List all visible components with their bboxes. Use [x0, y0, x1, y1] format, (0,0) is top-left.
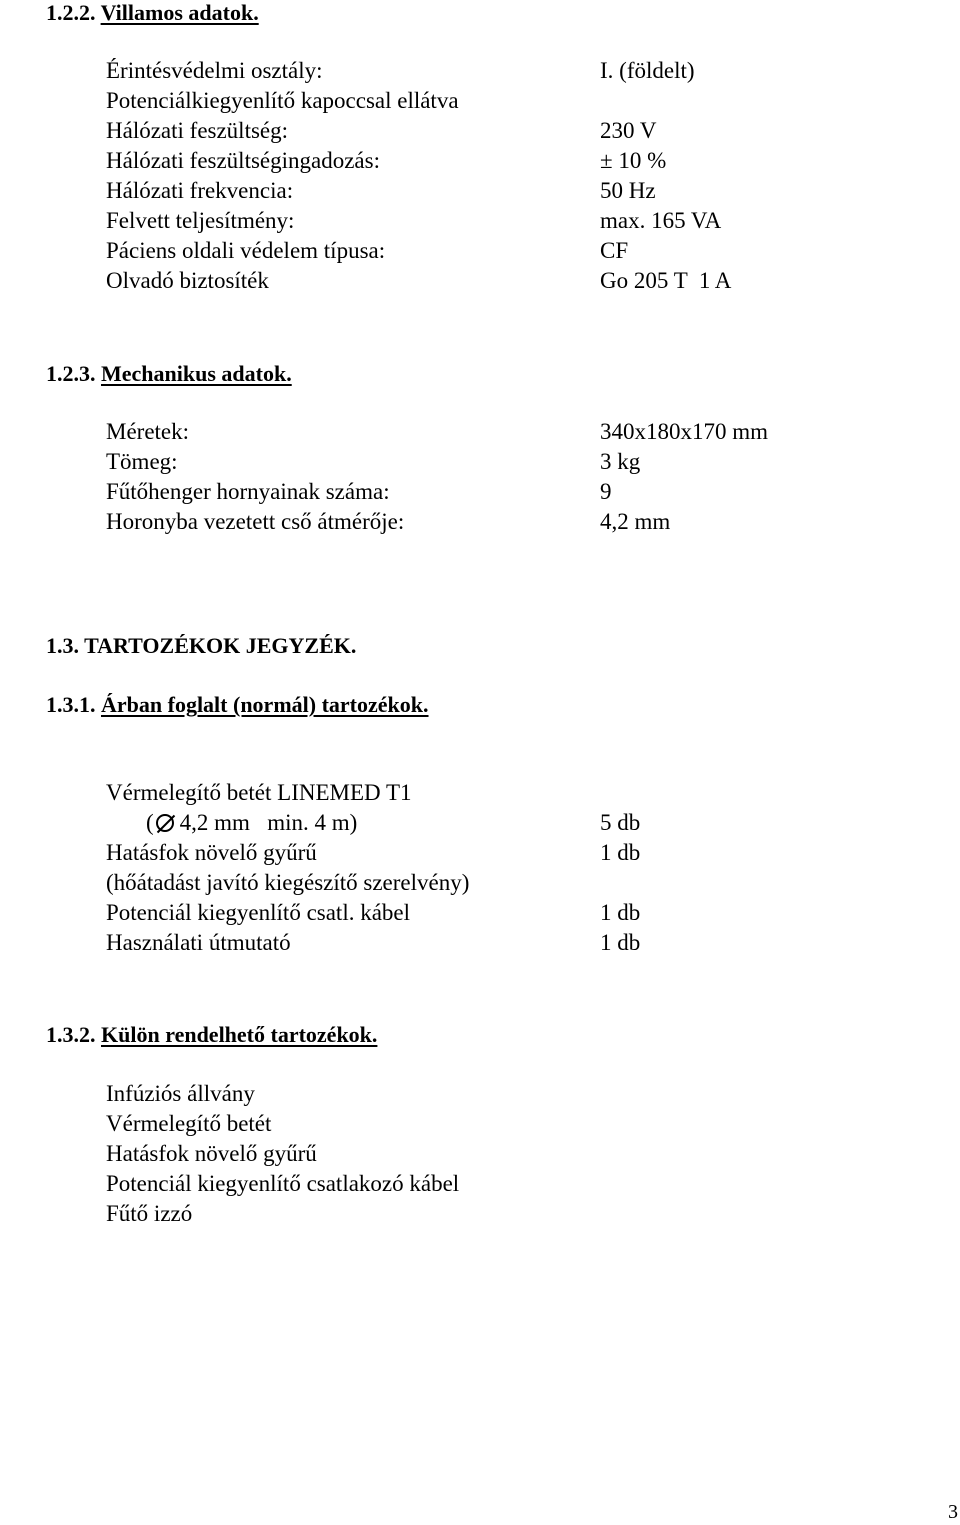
spec-row [106, 417, 906, 447]
spec-value: CF [600, 238, 629, 263]
accessory-label: Vérmelegítő betét LINEMED T1 [106, 780, 412, 805]
spec-row [106, 86, 906, 116]
section-number: 1.2.2. [46, 0, 96, 25]
spec-row [106, 116, 906, 146]
spec-value: Go 205 T 1 A [600, 268, 732, 293]
optional-item [106, 1109, 906, 1139]
spec-label: Érintésvédelmi osztály: [106, 58, 323, 83]
optional-item [106, 1139, 906, 1169]
accessory-row [106, 778, 906, 808]
accessory-row [106, 898, 906, 928]
spec-label: Hálózati feszültségingadozás: [106, 148, 380, 173]
spec-value: I. (földelt) [600, 58, 695, 83]
accessory-row [106, 868, 906, 898]
spec-value: 50 Hz [600, 178, 656, 203]
spec-row [106, 236, 906, 266]
section-heading-electrical [46, 0, 259, 26]
spec-row [106, 206, 906, 236]
section-heading-accessories [46, 633, 356, 659]
spec-value: 230 V [600, 118, 657, 143]
section-number: 1.3.1. [46, 692, 96, 717]
spec-label: Páciens oldali védelem típusa: [106, 238, 386, 263]
spec-row [106, 176, 906, 206]
accessory-qty: 1 db [600, 840, 641, 865]
spec-row [106, 447, 906, 477]
section-heading-standard-accessories [46, 692, 429, 718]
spec-value: max. 165 VA [600, 208, 722, 233]
accessory-label [146, 808, 357, 838]
section-title: Villamos adatok. [100, 0, 259, 25]
optional-item [106, 1169, 906, 1199]
section-number: 1.2.3. [46, 361, 96, 386]
accessory-label: Hatásfok növelő gyűrű [106, 840, 317, 865]
spec-value: 340x180x170 mm [600, 419, 769, 444]
spec-value: 3 kg [600, 449, 641, 474]
optional-item [106, 1079, 906, 1109]
section-number: 1.3.2. [46, 1022, 96, 1047]
accessory-label: Használati útmutató [106, 930, 291, 955]
optional-item [106, 1199, 906, 1229]
accessory-row [106, 928, 906, 958]
accessory-label-rest: 4,2 mm min. 4 m) [179, 810, 358, 835]
spec-value: ± 10 % [600, 148, 667, 173]
accessory-qty: 5 db [600, 810, 641, 835]
section-heading-mechanical [46, 361, 292, 387]
section-title: Mechanikus adatok. [101, 361, 292, 386]
spec-row [106, 477, 906, 507]
optional-item-label: Potenciál kiegyenlítő csatlakozó kábel [106, 1171, 460, 1196]
spec-value: 4,2 mm [600, 509, 671, 534]
optional-item-label: Vérmelegítő betét [106, 1111, 272, 1136]
section-title: 1.3. TARTOZÉKOK JEGYZÉK. [46, 633, 357, 658]
spec-label: Tömeg: [106, 449, 178, 474]
spec-row [106, 56, 906, 86]
accessory-label: Potenciál kiegyenlítő csatl. kábel [106, 900, 411, 925]
section-heading-optional-accessories [46, 1022, 377, 1048]
optional-item-label: Infúziós állvány [106, 1081, 255, 1106]
spec-row [106, 266, 906, 296]
accessory-label-open: ( [146, 810, 154, 835]
spec-label: Olvadó biztosíték [106, 268, 269, 293]
spec-label: Méretek: [106, 419, 190, 444]
diameter-icon [156, 814, 174, 832]
spec-label: Potenciálkiegyenlítő kapoccsal ellátva [106, 88, 459, 113]
accessory-label: (hőátadást javító kiegészítő szerelvény) [106, 870, 470, 895]
optional-item-label: Hatásfok növelő gyűrű [106, 1141, 317, 1166]
page-number: 3 [948, 1501, 958, 1523]
spec-label: Fűtőhenger hornyainak száma: [106, 479, 390, 504]
spec-label: Hálózati feszültség: [106, 118, 289, 143]
optional-item-label: Fűtő izzó [106, 1201, 193, 1226]
spec-row [106, 507, 906, 537]
spec-label: Horonyba vezetett cső átmérője: [106, 509, 405, 534]
spec-value: 9 [600, 479, 612, 504]
accessory-qty: 1 db [600, 930, 641, 955]
accessory-row [106, 808, 906, 838]
section-title: Árban foglalt (normál) tartozékok. [101, 692, 429, 717]
spec-label: Hálózati frekvencia: [106, 178, 294, 203]
spec-row [106, 146, 906, 176]
spec-label: Felvett teljesítmény: [106, 208, 295, 233]
section-title: Külön rendelhető tartozékok. [101, 1022, 378, 1047]
accessory-qty: 1 db [600, 900, 641, 925]
accessory-row [106, 838, 906, 868]
